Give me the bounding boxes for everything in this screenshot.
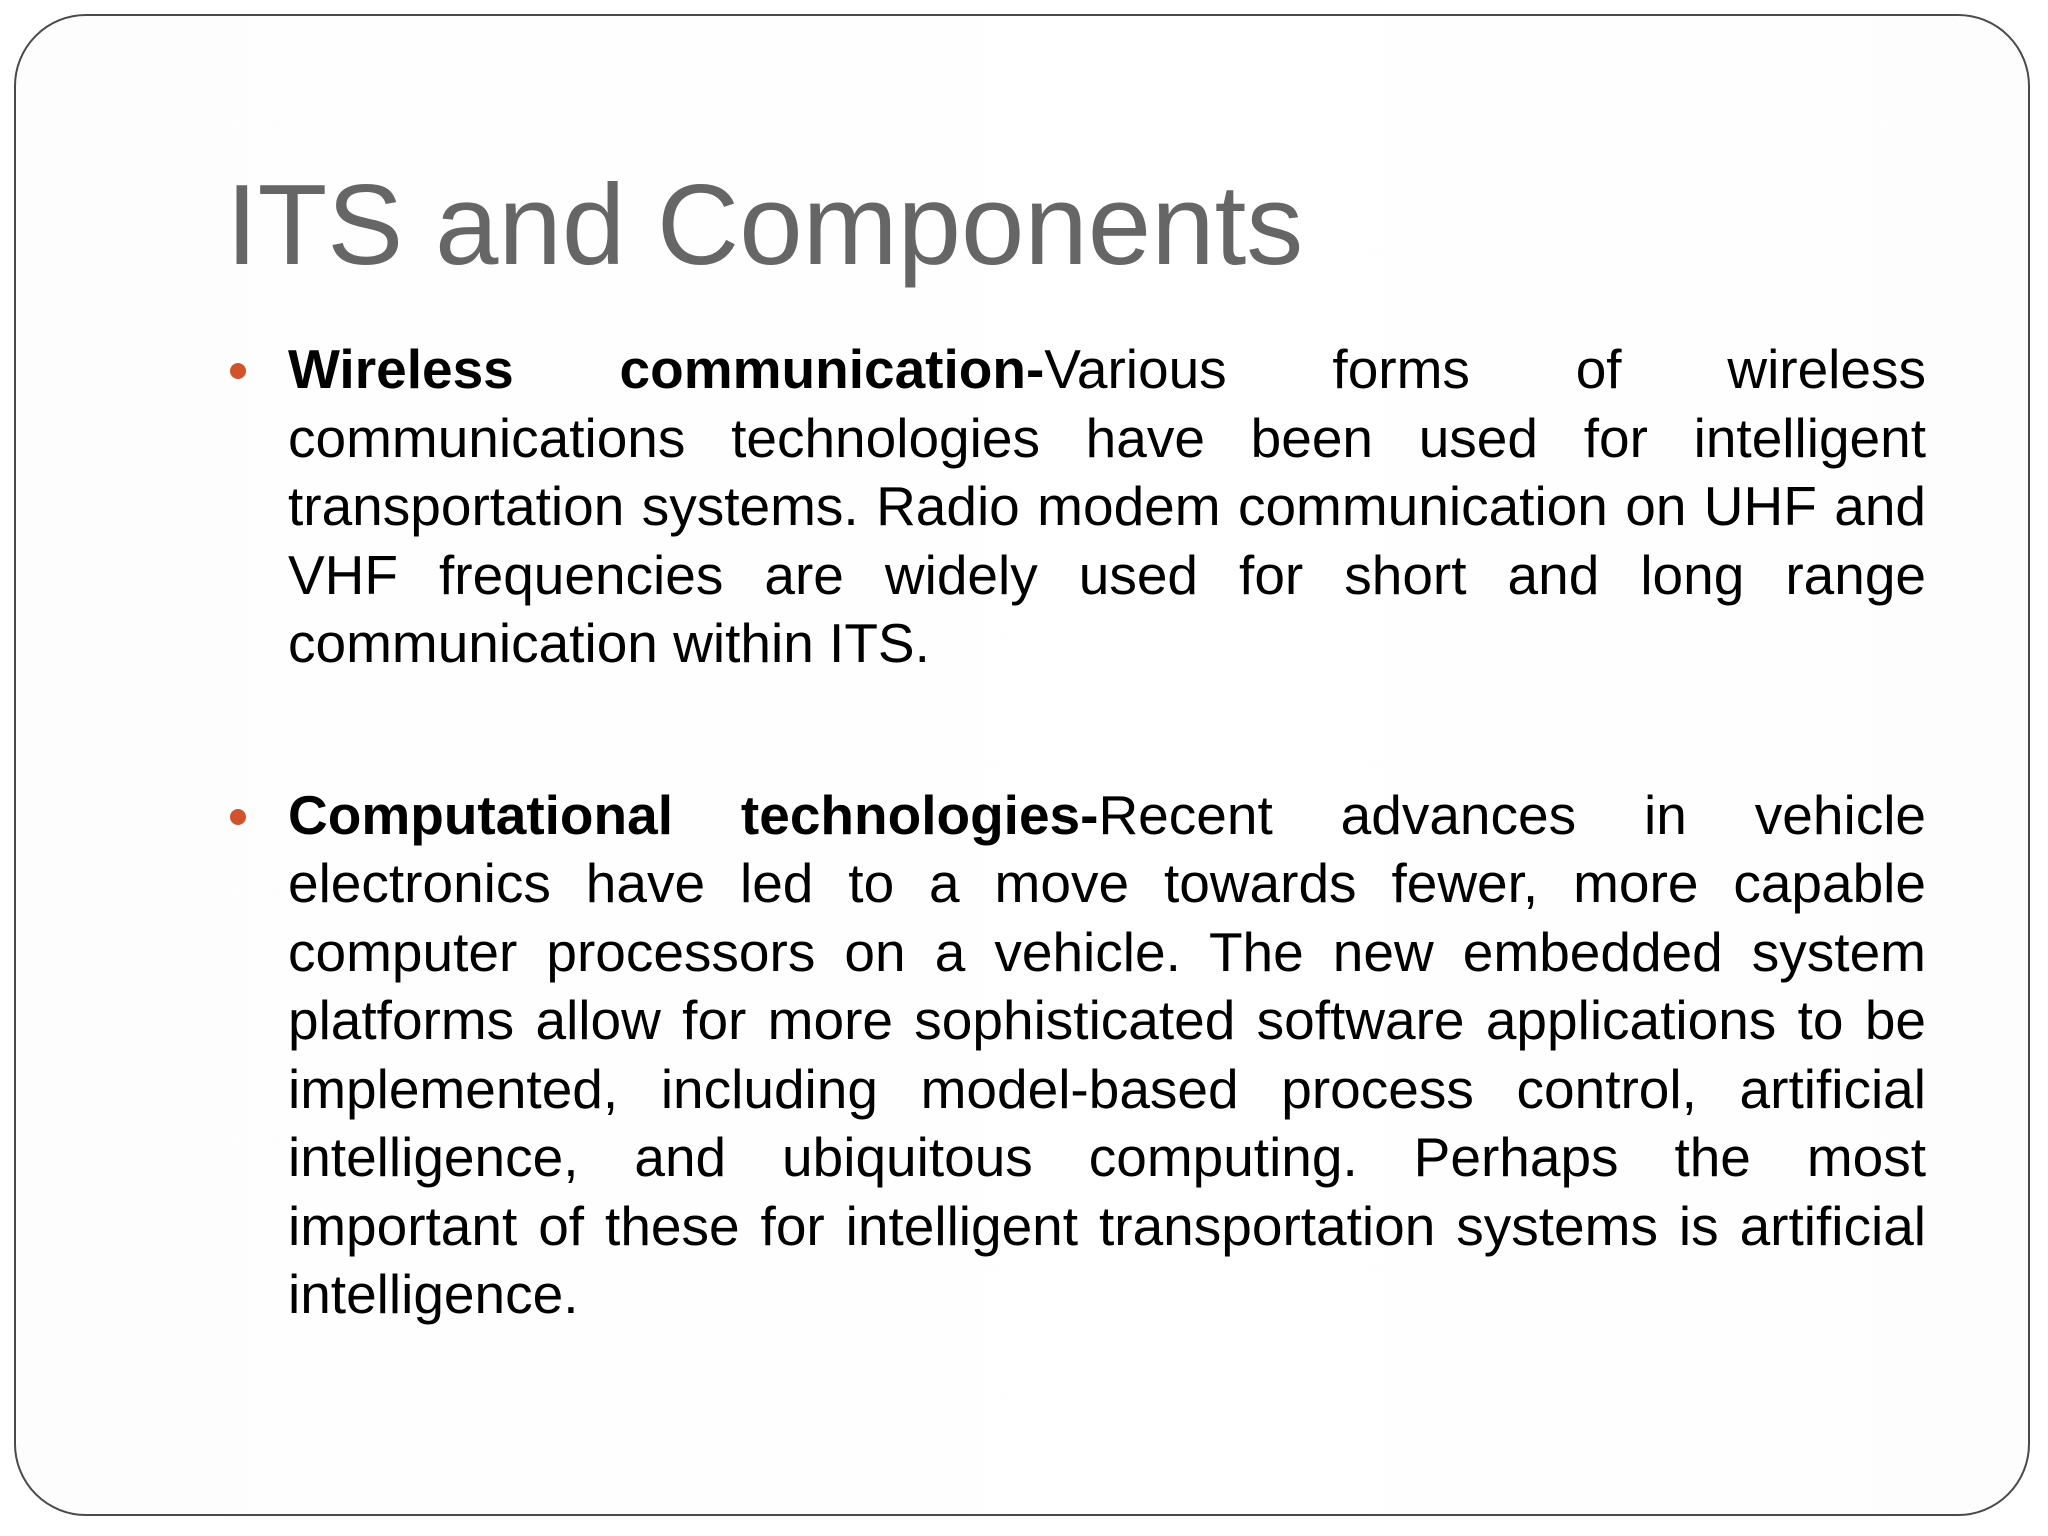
bullet-text: Recent advances in vehicle electronics have led to a move towards fewer, more capable computer processors on a vehicle. The new embedded system platforms allow for more sophisticated software applications to be implemented, including model-based process control, artificial intelligence, and ubiquitous computing. Perhaps the most important of these for intelligent transportation systems is artificial intelligence. xyxy=(288,783,1927,1325)
bullet-dot-icon xyxy=(230,363,246,379)
slide-title: ITS and Components xyxy=(226,162,1304,289)
bullet-term: Computational technologies- xyxy=(288,783,1099,846)
bullet-list xyxy=(226,335,1926,1329)
bullet-text: Various forms of wireless communications technologies have been used for intelligent transportation systems. Radio modem communication on UHF and VHF frequencies are widely used for short and long range communication within ITS. xyxy=(288,338,1926,674)
bullet-item-computational-technologies xyxy=(226,781,1926,1329)
bullet-dot-icon xyxy=(230,809,246,825)
bullet-term: Wireless communication- xyxy=(288,338,1045,400)
bullet-item-wireless-communication xyxy=(226,335,1926,678)
